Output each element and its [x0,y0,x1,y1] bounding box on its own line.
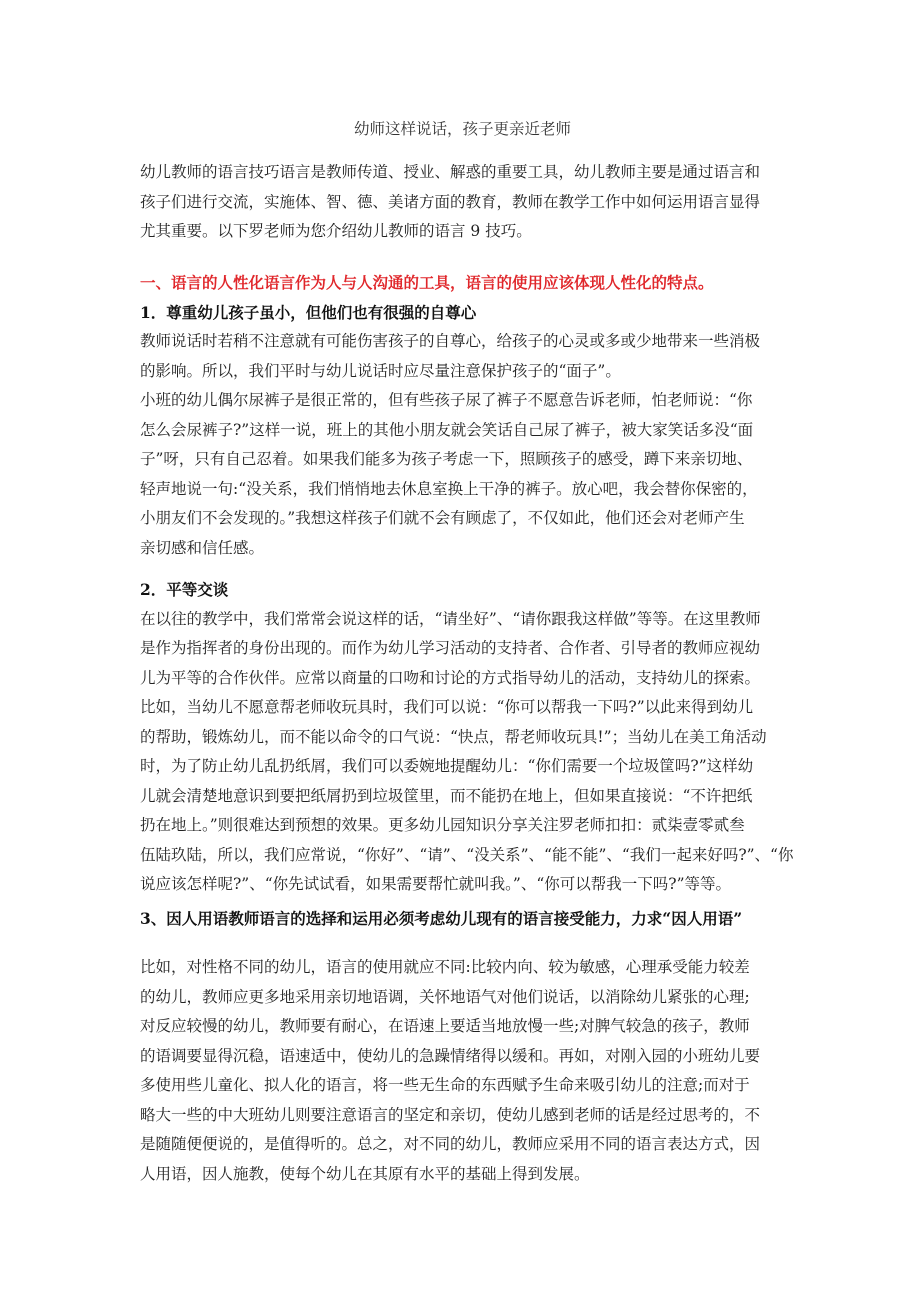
paragraph-line: 的幼儿，教师应更多地采用亲切地语调，关怀地语气对他们说话，以消除幼儿紧张的心理; [140,987,750,1006]
intro-paragraph [140,158,785,247]
paragraph-line: 比如，当幼儿不愿意帮老师收玩具时，我们可以说：“你可以帮我一下吗?”以此来得到幼儿 [140,698,754,716]
paragraph-line: 是随随便便说的，是值得听的。总之，对不同的幼儿，教师应采用不同的语言表达方式，因 [140,1135,761,1153]
subsection-2 [140,575,794,900]
paragraph-line: 子”呀，只有自己忍着。如果我们能多为孩子考虑一下，照顾孩子的感受，蹲下来亲切地、 [140,450,753,468]
paragraph-line: 教师说话时若稍不注意就有可能伤害孩子的自尊心，给孩子的心灵或多或少地带来一些消极 [140,332,761,350]
intro-line: 孩子们进行交流，实施体、智、德、美诸方面的教育，教师在教学工作中如何运用语言显得 [140,192,761,211]
paragraph-line: 比如，对性格不同的幼儿，语言的使用就应不同:比较内向、较为敏感，心理承受能力较差 [140,958,750,976]
section-3-paragraph [140,953,785,1189]
paragraph-line: 小班的幼儿偶尔尿裤子是很正常的，但有些孩子尿了裤子不愿意告诉老师，怕老师说：“你 [140,391,753,409]
paragraph-line: 人用语，因人施教，使每个幼儿在其原有水平的基础上得到发展。 [140,1164,590,1183]
intro-line: 幼儿教师的语言技巧语言是教师传道、授业、解惑的重要工具，幼儿教师主要是通过语言和 [140,163,761,181]
paragraph-line: 轻声地说一句:“没关系，我们悄悄地去休息室换上干净的裤子。放心吧，我会替你保密的， [140,479,758,498]
section-1-heading: 一、语言的人性化语言作为人与人沟通的工具，语言的使用应该体现人性化的特点。 [140,273,714,292]
page-title: 幼师这样说话，孩子更亲近老师 [353,120,571,138]
paragraph-line: 儿为平等的合作伙伴。应常以商量的口吻和讨论的方式指导幼儿的活动，支持幼儿的探索。 [140,668,761,687]
paragraph-line: 略大一些的中大班幼儿则要注意语言的坚定和亲切，使幼儿感到老师的话是经过思考的，不 [140,1105,761,1124]
paragraph-line: 多使用些儿童化、拟人化的语言，将一些无生命的东西赋予生命来吸引幼儿的注意;而对于 [140,1076,750,1094]
paragraph-line: 说应该怎样呢?”、“你先试试看，如果需要帮忙就叫我。”、“你可以帮我一下吗?”等等。 [140,875,731,893]
paragraph-line: 伍陆玖陆，所以，我们应常说，“你好”、“请”、“没关系”、“能不能”、“我们一起来好吗?”、“你 [140,845,794,864]
paragraph-line: 亲切感和信任感。 [140,538,265,557]
paragraph-line: 的影响。所以，我们平时与幼儿说话时应尽量注意保护孩子的“面子”。 [140,361,621,380]
paragraph-line: 儿就会清楚地意识到要把纸屑扔到垃圾筐里，而不能扔在地上，但如果直接说：“不许把纸 [140,786,753,805]
subsection-2-heading: 2．平等交谈 [140,580,229,599]
paragraph-line: 时，为了防止幼儿乱扔纸屑，我们可以委婉地提醒幼儿：“你们需要一个垃圾筐吗?”这样幼 [140,757,754,775]
paragraph-line: 怎么会尿裤子?”这样一说，班上的其他小朋友就会笑话自己尿了裤子，被大家笑话多没“面 [140,420,754,439]
section-3-heading-block [140,904,785,934]
paragraph-line: 的帮助，锻炼幼儿，而不能以命令的口气说：“快点，帮老师收玩具!”；当幼儿在美工角活动 [140,727,767,746]
paragraph-line: 在以往的教学中，我们常常会说这样的话，“请坐好”、“请你跟我这样做”等等。在这里教师 [140,609,761,628]
section-3-heading: 3、因人用语教师语言的选择和运用必须考虑幼儿现有的语言接受能力，力求“因人用语” [140,909,743,928]
intro-line: 尤其重要。以下罗老师为您介绍幼儿教师的语言 9 技巧。 [140,222,532,240]
paragraph-line: 小朋友们不会发现的。”我想这样孩子们就不会有顾虑了，不仅如此，他们还会对老师产生 [140,509,745,527]
paragraph-line: 的语调要显得沉稳，语速适中，使幼儿的急躁情绪得以缓和。再如，对刚入园的小班幼儿要 [140,1046,761,1065]
paragraph-line: 对反应较慢的幼儿，教师要有耐心，在语速上要适当地放慢一些;对脾气较急的孩子，教师 [140,1017,750,1035]
section-1-subheading: 1．尊重幼儿孩子虽小，但他们也有很强的自尊心 [140,302,477,322]
paragraph-line: 扔在地上。”则很难达到预想的效果。更多幼儿园知识分享关注罗老师扣扣：贰柒壹零贰叁 [140,816,745,834]
section-1 [140,268,785,563]
paragraph-line: 是作为指挥者的身份出现的。而作为幼儿学习活动的支持者、合作者、引导者的教师应视幼 [140,639,761,657]
